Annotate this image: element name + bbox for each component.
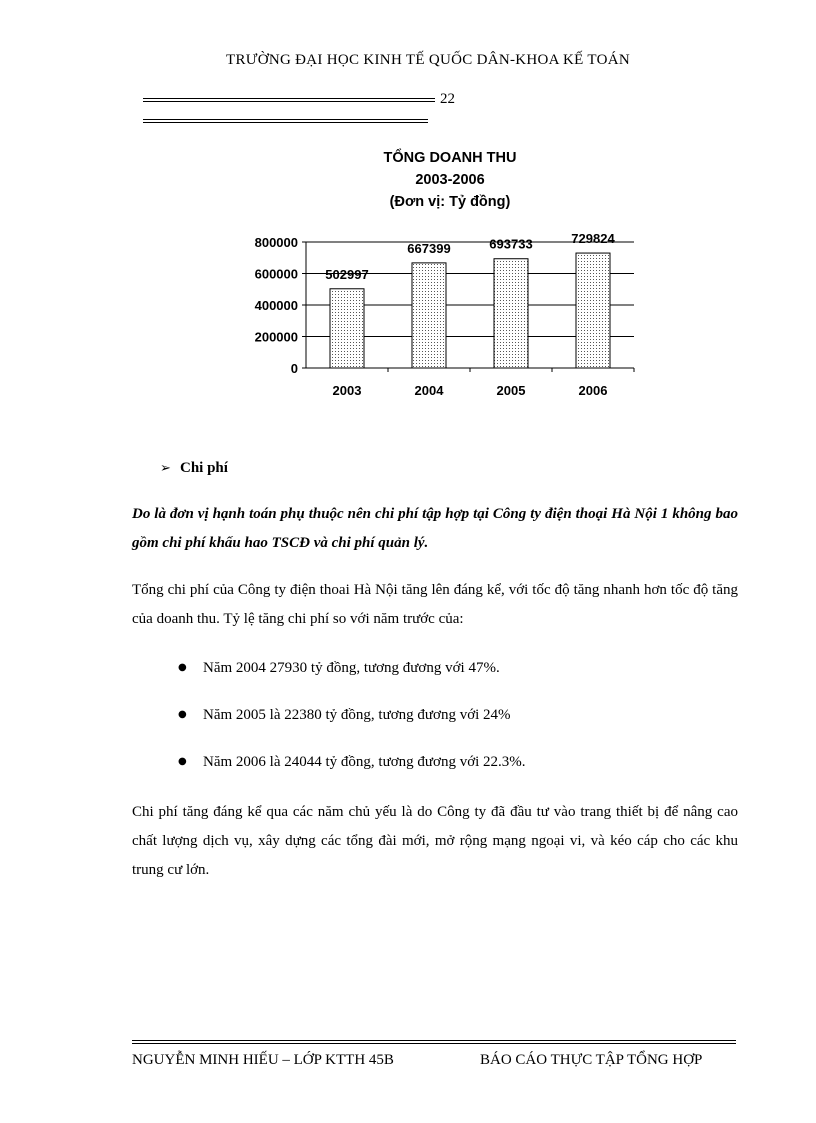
bar-2004 xyxy=(412,263,446,368)
y-tick-label: 600000 xyxy=(254,266,298,282)
arrow-bullet-icon: ➢ xyxy=(160,461,171,476)
footer-report-title: BÁO CÁO THỰC TẬP TỔNG HỢP xyxy=(480,1052,703,1068)
chart-title-line-1: TỔNG DOANH THU xyxy=(383,150,517,166)
chart-title-line-2: 2003-2006 xyxy=(415,172,485,188)
page-number: 22 xyxy=(440,91,455,107)
bullet-dot-icon: ● xyxy=(178,709,187,720)
revenue-chart xyxy=(220,140,640,410)
data-label-2003: 502997 xyxy=(325,266,369,282)
list-item: ● Năm 2006 là 24044 tỷ đồng, tương đương với 22.3%. xyxy=(178,754,526,770)
footer-author: NGUYỄN MINH HIẾU – LỚP KTTH 45B xyxy=(132,1052,394,1068)
y-tick-label: 200000 xyxy=(254,329,298,345)
section-heading-text: Chi phí xyxy=(180,460,228,476)
bar-2006 xyxy=(576,253,610,368)
x-tick-label-2005: 2005 xyxy=(496,383,526,398)
section-heading xyxy=(160,460,228,477)
data-label-2006: 729824 xyxy=(571,231,615,247)
data-label-2004: 667399 xyxy=(407,240,451,256)
bar-2003 xyxy=(330,289,364,368)
bullet-dot-icon: ● xyxy=(178,756,187,767)
y-tick-label: 0 xyxy=(290,361,298,376)
x-tick-label-2004: 2004 xyxy=(414,383,444,398)
list-item: ● Năm 2005 là 22380 tỷ đồng, tương đương với 24% xyxy=(178,707,511,723)
chart-title-line-3: (Đơn vị: Tỷ đồng) xyxy=(389,194,511,210)
conclusion-paragraph: Chi phí tăng đáng kể qua các năm chủ yếu là do Công ty đã đầu tư vào trang thiết bị để nâng cao chất lượng dịch vụ, xây dựng các tổng đài mới, mở rộng mạng ngoại vi, và kéo cáp cho các khu trung cư lớn. xyxy=(132,804,738,878)
y-tick-label: 800000 xyxy=(254,235,298,250)
cost-paragraph: Tổng chi phí của Công ty điện thoai Hà Nội tăng lên đáng kể, với tốc độ tăng nhanh hơn tốc độ tăng của doanh thu. Tỷ lệ tăng chi phí so với năm trước của: xyxy=(132,582,738,627)
x-tick-label-2003: 2003 xyxy=(332,383,362,398)
data-label-2005: 693733 xyxy=(489,236,533,252)
y-tick-label: 400000 xyxy=(254,298,298,313)
intro-paragraph: Do là đơn vị hạnh toán phụ thuộc nên chi phí tập hợp tại Công ty điện thoại Hà Nội 1 không bao gồm chi phí khấu hao TSCĐ và chi phí quản lý. xyxy=(132,506,738,551)
list-item: ● Năm 2004 27930 tỷ đồng, tương đương với 47%. xyxy=(178,660,500,676)
header-title: TRƯỜNG ĐẠI HỌC KINH TẾ QUỐC DÂN-KHOA KẾ TOÁN xyxy=(226,52,630,68)
bullet-dot-icon: ● xyxy=(178,662,187,673)
bar-2005 xyxy=(494,259,528,368)
x-tick-label-2006: 2006 xyxy=(578,383,608,398)
